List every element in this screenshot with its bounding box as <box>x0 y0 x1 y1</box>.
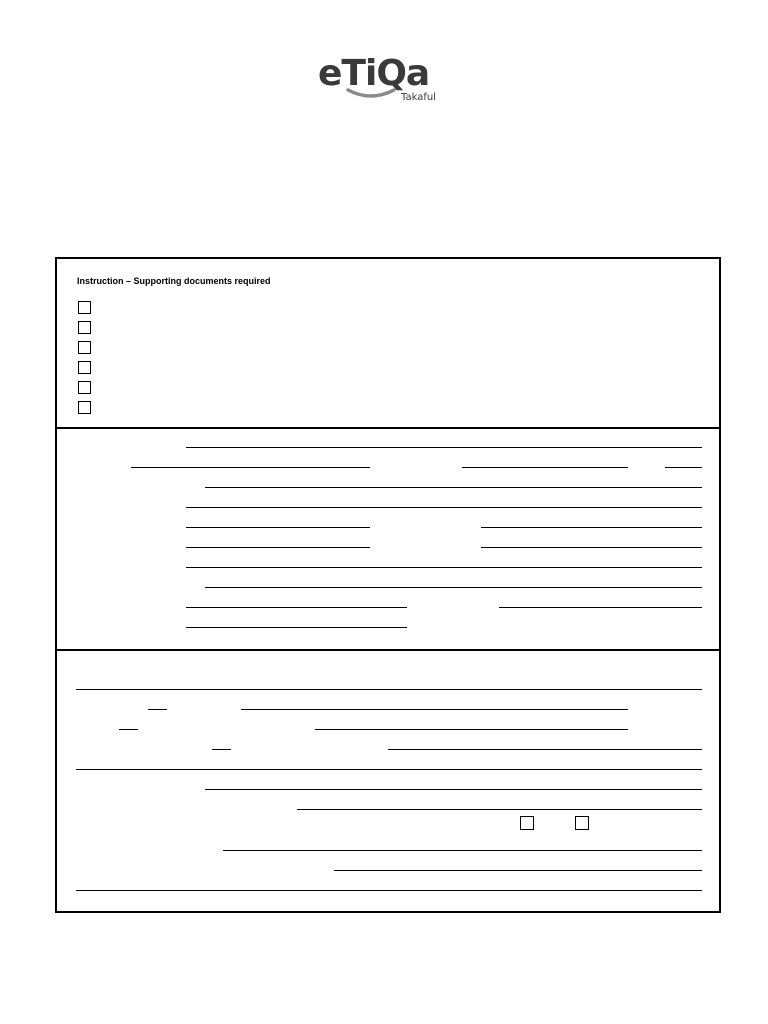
field-line[interactable] <box>186 607 407 608</box>
field-line[interactable] <box>212 749 231 750</box>
field-line[interactable] <box>76 689 702 690</box>
logo-wordmark: eTiQa <box>318 53 430 94</box>
field-line[interactable] <box>76 769 702 770</box>
field-line[interactable] <box>388 749 702 750</box>
field-line[interactable] <box>119 729 138 730</box>
field-line[interactable] <box>186 507 702 508</box>
document-checkbox-1[interactable] <box>78 301 91 314</box>
document-checkbox-4[interactable] <box>78 361 91 374</box>
document-checkbox-6[interactable] <box>78 401 91 414</box>
field-line[interactable] <box>186 527 370 528</box>
field-line[interactable] <box>131 467 370 468</box>
field-line[interactable] <box>223 850 702 851</box>
field-line[interactable] <box>297 809 702 810</box>
field-line[interactable] <box>186 627 407 628</box>
field-line[interactable] <box>205 587 702 588</box>
field-line[interactable] <box>186 447 702 448</box>
logo-swoosh-icon <box>346 86 396 102</box>
form-box <box>55 257 721 913</box>
claim-checkbox-1[interactable] <box>520 816 534 830</box>
field-line[interactable] <box>76 890 702 891</box>
field-line[interactable] <box>205 487 702 488</box>
etiqa-takaful-logo <box>312 52 452 108</box>
document-checkbox-5[interactable] <box>78 381 91 394</box>
section-divider-1 <box>57 427 719 429</box>
field-line[interactable] <box>334 870 702 871</box>
instruction-title: Instruction – Supporting documents required <box>77 276 271 286</box>
field-line[interactable] <box>186 547 370 548</box>
field-line[interactable] <box>462 467 628 468</box>
field-line[interactable] <box>315 729 628 730</box>
claim-checkbox-2[interactable] <box>575 816 589 830</box>
document-checkbox-2[interactable] <box>78 321 91 334</box>
field-line[interactable] <box>241 709 628 710</box>
section-divider-2 <box>57 649 719 651</box>
field-line[interactable] <box>205 789 702 790</box>
logo-subtitle: Takaful <box>401 92 436 103</box>
field-line[interactable] <box>481 527 702 528</box>
document-checkbox-3[interactable] <box>78 341 91 354</box>
field-line[interactable] <box>665 467 702 468</box>
field-line[interactable] <box>481 547 702 548</box>
field-line[interactable] <box>148 709 167 710</box>
field-line[interactable] <box>186 567 702 568</box>
field-line[interactable] <box>499 607 702 608</box>
